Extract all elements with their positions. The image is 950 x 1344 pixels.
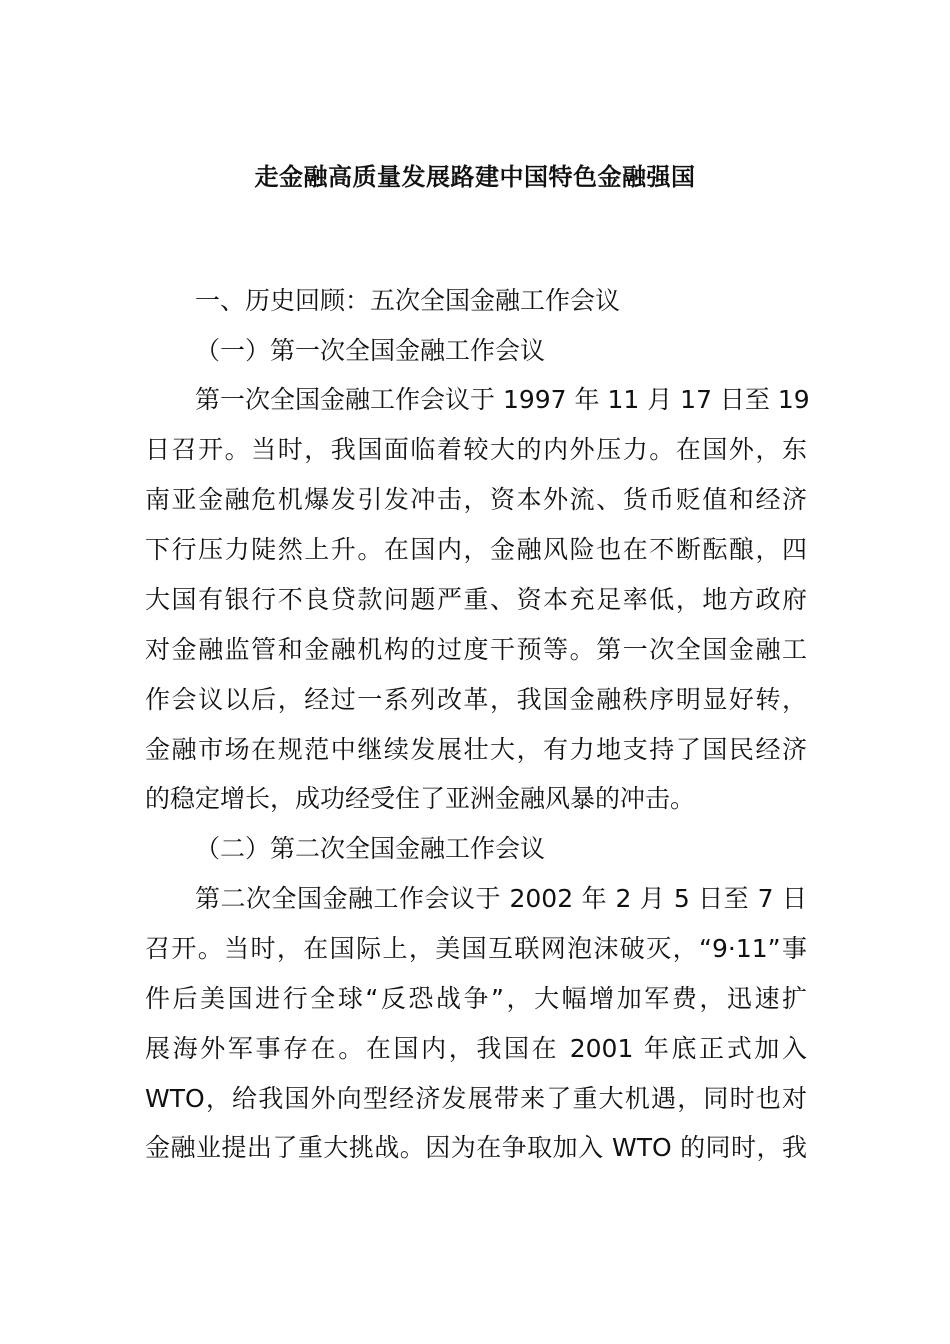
document-title: 走金融高质量发展路建中国特色金融强国	[254, 163, 696, 191]
paragraph-line: 展海外军事存在。在国内，我国在 2001 年底正式加入	[145, 1034, 807, 1063]
paragraph-line: WTO，给我国外向型经济发展带来了重大机遇，同时也对	[145, 1084, 807, 1113]
paragraph-line: 第二次全国金融工作会议于 2002 年 2 月 5 日至 7 日	[195, 884, 807, 913]
paragraph-line: 南亚金融危机爆发引发冲击，资本外流、货币贬值和经济	[145, 485, 807, 514]
paragraph-line: 金融市场在规范中继续发展壮大，有力地支持了国民经济	[145, 735, 807, 764]
subsection-heading-2: （二）第二次全国金融工作会议	[195, 834, 546, 863]
paragraph-line: 的稳定增长，成功经受住了亚洲金融风暴的冲击。	[145, 784, 696, 813]
paragraph-line: 作会议以后，经过一系列改革，我国金融秩序明显好转，	[145, 685, 807, 714]
section-heading: 一、历史回顾：五次全国金融工作会议	[195, 286, 621, 315]
paragraph-line: 金融业提出了重大挑战。因为在争取加入 WTO 的同时，我	[145, 1133, 807, 1162]
paragraph-line: 下行压力陡然上升。在国内，金融风险也在不断酝酿，四	[145, 535, 807, 564]
paragraph-line: 第一次全国金融工作会议于 1997 年 11 月 17 日至 19	[195, 385, 810, 414]
paragraph-line: 召开。当时，在国际上，美国互联网泡沫破灭，“9·11”事	[145, 934, 807, 963]
subsection-heading-1: （一）第一次全国金融工作会议	[195, 336, 546, 365]
paragraph-line: 大国有银行不良贷款问题严重、资本充足率低，地方政府	[145, 585, 807, 614]
paragraph-line: 对金融监管和金融机构的过度干预等。第一次全国金融工	[145, 635, 807, 664]
paragraph-line: 件后美国进行全球“反恐战争”，大幅增加军费，迅速扩	[145, 984, 807, 1013]
paragraph-line: 日召开。当时，我国面临着较大的内外压力。在国外，东	[145, 435, 807, 464]
